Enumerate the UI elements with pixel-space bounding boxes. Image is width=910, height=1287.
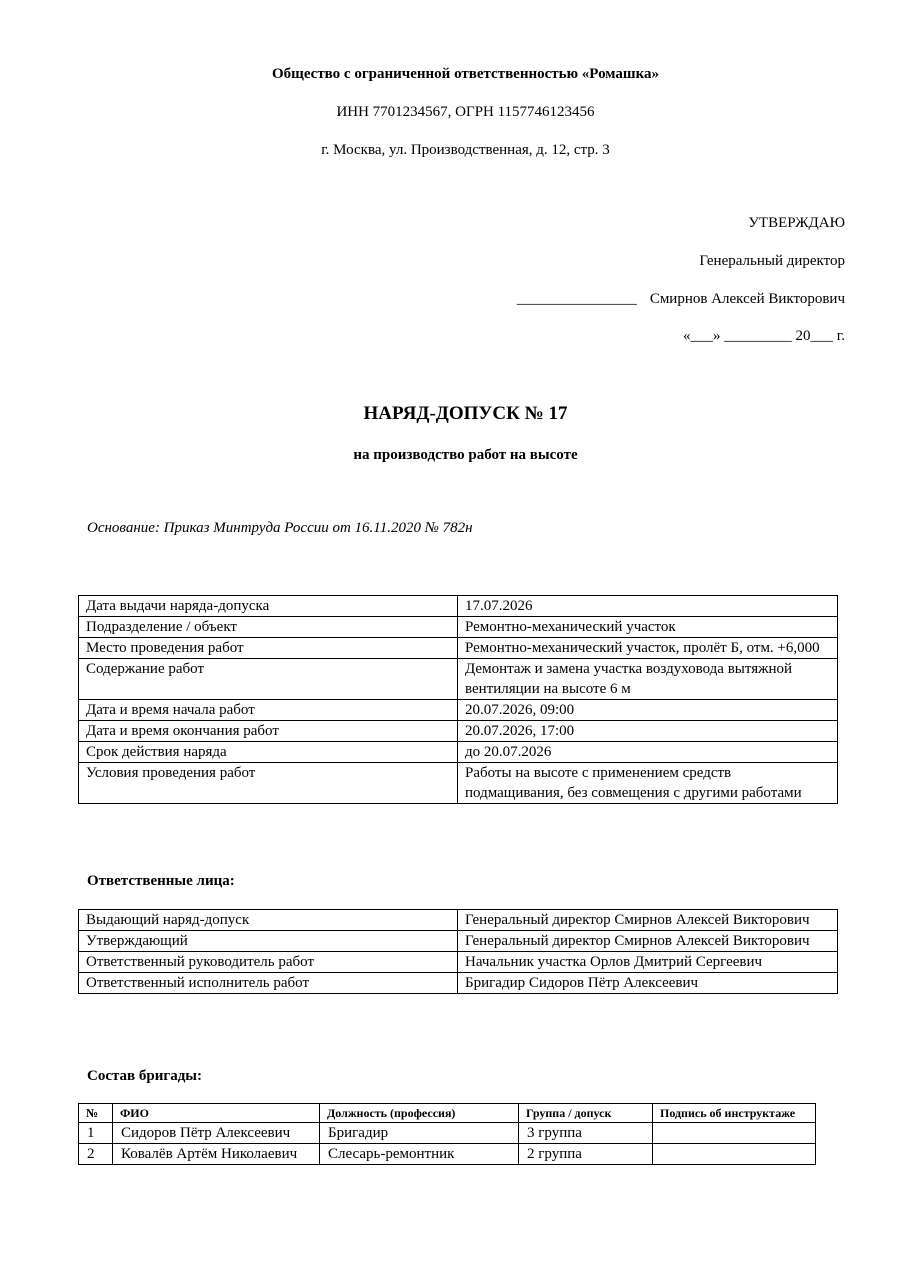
info-value: до 20.07.2026 bbox=[458, 742, 838, 763]
crew-heading: Состав бригады: bbox=[87, 1068, 202, 1084]
table-row bbox=[79, 952, 838, 973]
crew-col-number: № bbox=[79, 1104, 113, 1123]
crew-number: 1 bbox=[79, 1123, 113, 1144]
table-row bbox=[79, 596, 838, 617]
responsible-role: Выдающий наряд-допуск bbox=[79, 910, 458, 931]
responsible-heading: Ответственные лица: bbox=[87, 873, 235, 889]
responsible-table bbox=[78, 909, 838, 994]
document-basis: Основание: Приказ Минтруда России от 16.11.2020 № 782н bbox=[87, 520, 473, 536]
crew-name: Сидоров Пётр Алексеевич bbox=[113, 1123, 320, 1144]
crew-name: Ковалёв Артём Николаевич bbox=[113, 1144, 320, 1165]
org-address: г. Москва, ул. Производственная, д. 12, стр. 3 bbox=[321, 142, 610, 158]
table-row bbox=[79, 617, 838, 638]
crew-group: 3 группа bbox=[519, 1123, 653, 1144]
info-label: Условия проведения работ bbox=[79, 763, 458, 804]
approval-date-line: «___» _________ 20___ г. bbox=[683, 328, 845, 344]
table-row bbox=[79, 973, 838, 994]
info-label: Срок действия наряда bbox=[79, 742, 458, 763]
responsible-person: Начальник участка Орлов Дмитрий Сергеевич bbox=[458, 952, 838, 973]
crew-col-name: ФИО bbox=[113, 1104, 320, 1123]
crew-signature bbox=[653, 1144, 816, 1165]
info-label: Место проведения работ bbox=[79, 638, 458, 659]
info-value: Работы на высоте с применением средств подмащивания, без совмещения с другими работами bbox=[458, 763, 838, 804]
crew-position: Слесарь-ремонтник bbox=[320, 1144, 519, 1165]
responsible-person: Бригадир Сидоров Пётр Алексеевич bbox=[458, 973, 838, 994]
info-value: Ремонтно-механический участок bbox=[458, 617, 838, 638]
info-label: Дата выдачи наряда-допуска bbox=[79, 596, 458, 617]
approval-signature-row bbox=[517, 291, 845, 308]
table-row bbox=[79, 638, 838, 659]
info-value: 17.07.2026 bbox=[458, 596, 838, 617]
work-info-table bbox=[78, 595, 838, 804]
info-label: Подразделение / объект bbox=[79, 617, 458, 638]
info-label: Содержание работ bbox=[79, 659, 458, 700]
crew-col-signature: Подпись об инструктаже bbox=[653, 1104, 816, 1123]
responsible-role: Ответственный руководитель работ bbox=[79, 952, 458, 973]
org-name: Общество с ограниченной ответственностью «Ромашка» bbox=[271, 66, 659, 82]
responsible-person: Генеральный директор Смирнов Алексей Викторович bbox=[458, 931, 838, 952]
table-row bbox=[79, 931, 838, 952]
responsible-role: Утверждающий bbox=[79, 931, 458, 952]
info-value: 20.07.2026, 09:00 bbox=[458, 700, 838, 721]
crew-table bbox=[78, 1103, 816, 1165]
table-row bbox=[79, 910, 838, 931]
approval-label: УТВЕРЖДАЮ bbox=[748, 215, 845, 231]
table-row bbox=[79, 1123, 816, 1144]
approval-position: Генеральный директор bbox=[699, 253, 845, 269]
crew-signature bbox=[653, 1123, 816, 1144]
crew-col-group: Группа / допуск bbox=[519, 1104, 653, 1123]
info-label: Дата и время начала работ bbox=[79, 700, 458, 721]
crew-position: Бригадир bbox=[320, 1123, 519, 1144]
crew-number: 2 bbox=[79, 1144, 113, 1165]
table-row bbox=[79, 700, 838, 721]
document-subtitle: на производство работ на высоте bbox=[353, 447, 578, 463]
crew-group: 2 группа bbox=[519, 1144, 653, 1165]
table-row bbox=[79, 659, 838, 700]
table-header-row bbox=[79, 1104, 816, 1123]
table-row bbox=[79, 721, 838, 742]
info-value: Демонтаж и замена участка воздуховода вытяжной вентиляции на высоте 6 м bbox=[458, 659, 838, 700]
table-row bbox=[79, 763, 838, 804]
approval-name: Смирнов Алексей Викторович bbox=[649, 291, 845, 307]
info-value: 20.07.2026, 17:00 bbox=[458, 721, 838, 742]
responsible-role: Ответственный исполнитель работ bbox=[79, 973, 458, 994]
table-row bbox=[79, 742, 838, 763]
info-value: Ремонтно-механический участок, пролёт Б, отм. +6,000 bbox=[458, 638, 838, 659]
crew-col-position: Должность (профессия) bbox=[320, 1104, 519, 1123]
table-row bbox=[79, 1144, 816, 1165]
document-title: НАРЯД-ДОПУСК № 17 bbox=[363, 403, 568, 424]
info-label: Дата и время окончания работ bbox=[79, 721, 458, 742]
approval-signature-line: ________________ bbox=[516, 291, 637, 307]
org-ids: ИНН 7701234567, ОГРН 1157746123456 bbox=[336, 104, 595, 120]
responsible-person: Генеральный директор Смирнов Алексей Викторович bbox=[458, 910, 838, 931]
